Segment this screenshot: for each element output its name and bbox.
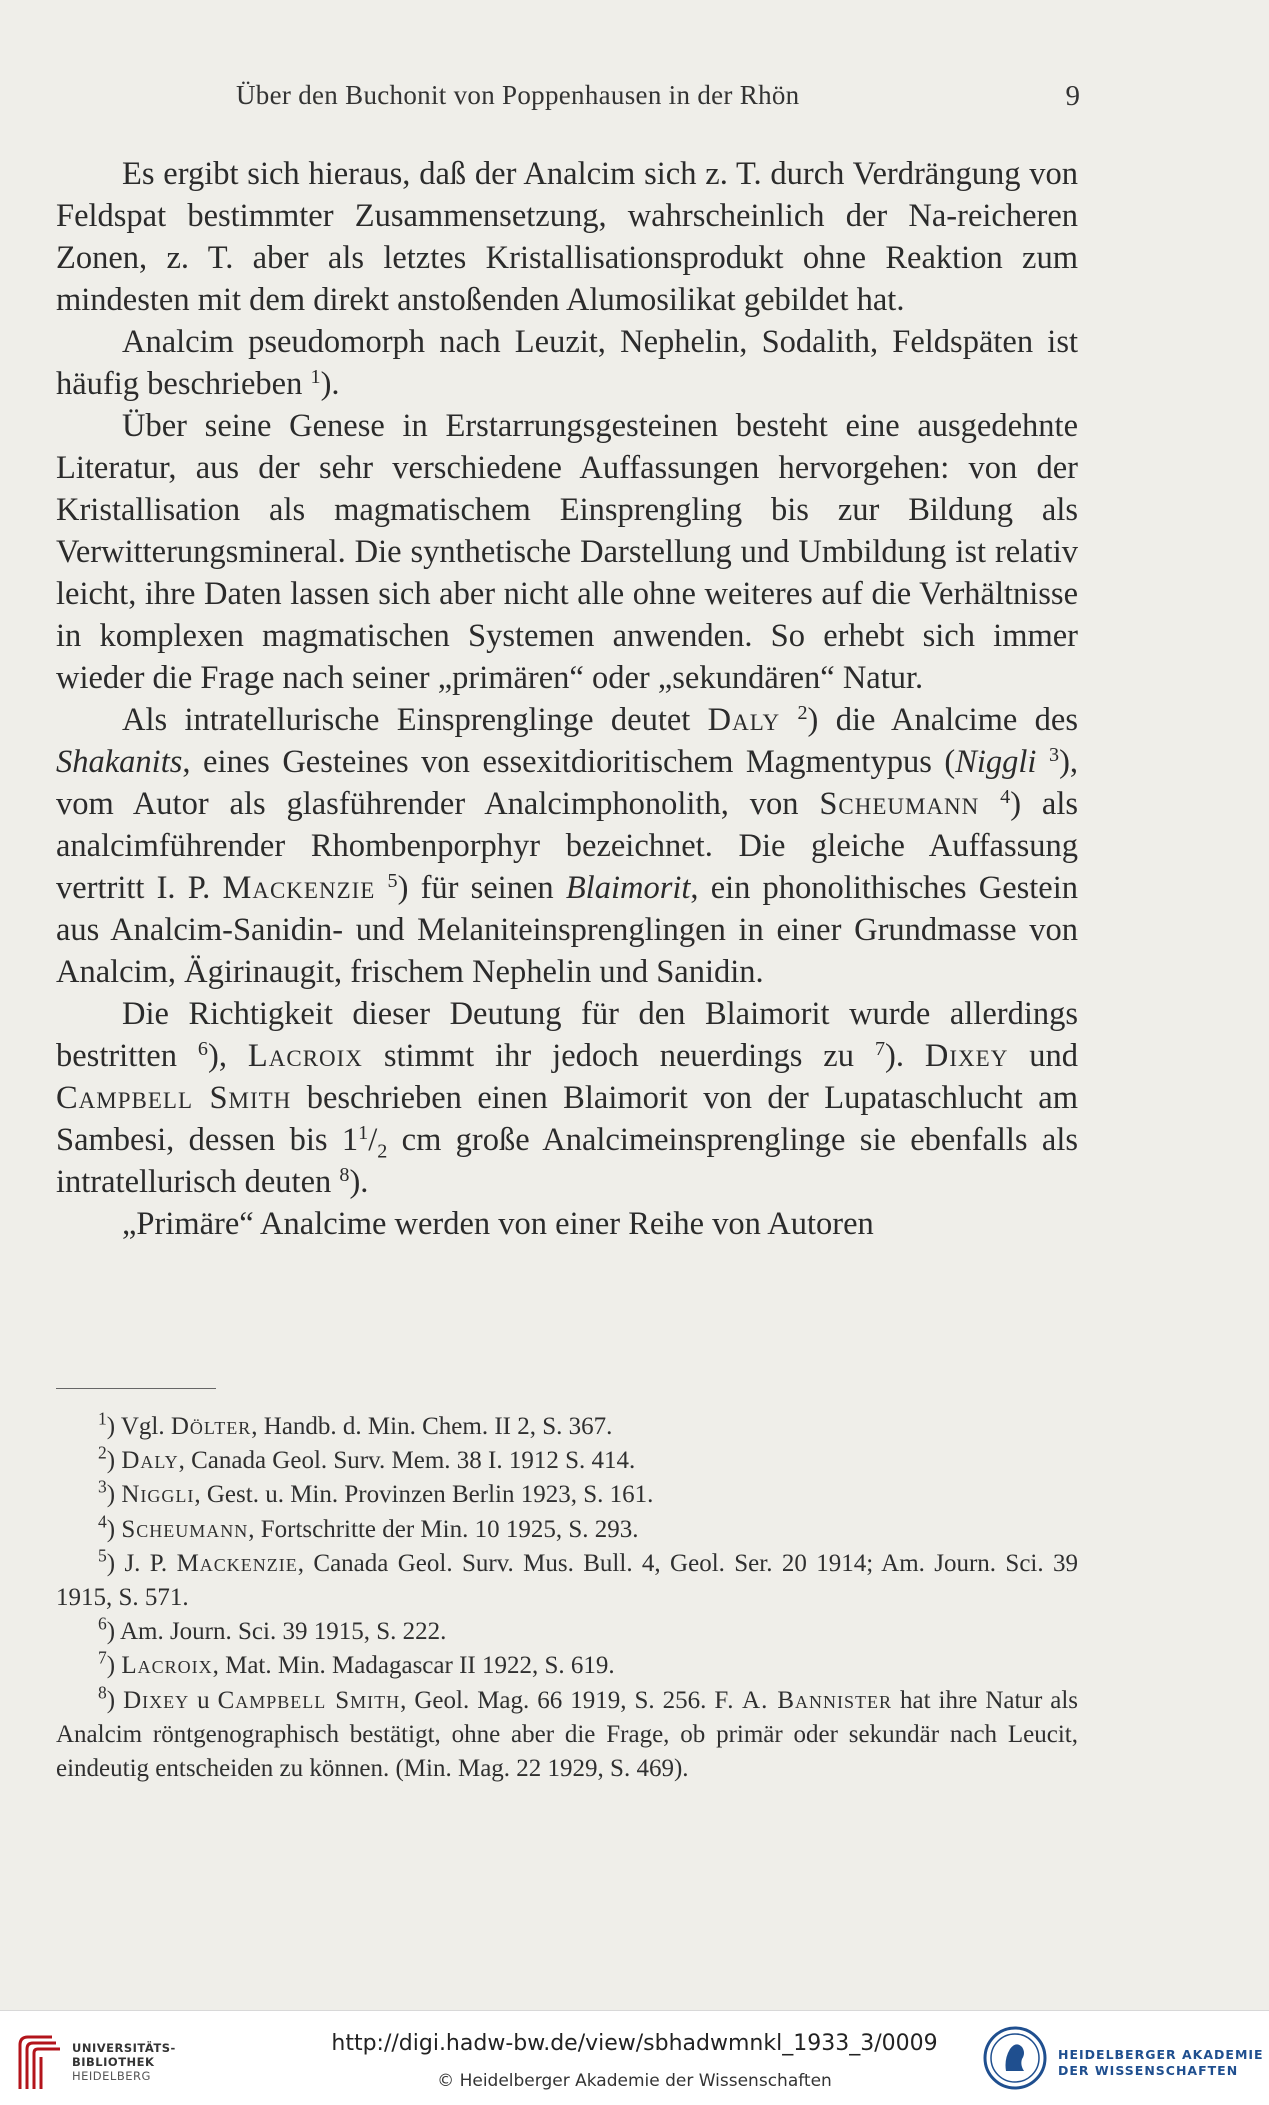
main-text [56, 153, 1078, 1245]
page-number: 9 [1065, 80, 1080, 112]
footnote-5: $^5$) J. P. Mackenzie, Canada Geol. Surv. Mus. Bull. 4, Geol. Ser. 20 1914; Am. Journ. Sci. 39 1915, S. 571. [56, 1545, 1078, 1612]
footnote-1: $^1$) Vgl. Dölter, Handb. d. Min. Chem. II 2, S. 367. [98, 1408, 613, 1440]
viewer-footer [0, 2010, 1269, 2105]
footnotes [56, 1410, 1078, 1786]
footnote-8: $^8$) Dixey u Campbell Smith, Geol. Mag. 66 1919, S. 256. F. A. Bannister hat ihre Natur als Analcim röntgenographisch bestätigt, ohne aber die Frage, ob primär oder sekundär nach Leucit, eindeutig entscheiden zu können. (Min. Mag. 22 1929, S. 469). [56, 1682, 1079, 1783]
paragraph-1: Es ergibt sich hieraus, daß der Analcim sich z. T. durch Verdrängung von Feldspat bestimmter Zusammensetzung, wahrscheinlich der Na-reicheren Zonen, z. T. aber als letztes Kristallisationsprodukt ohne Reaktion zum mindesten mit dem direkt anstoßenden Alumosilikat gebildet hat. [56, 156, 1078, 318]
footnote-7: $^7$) Lacroix, Mat. Min. Madagascar II 1922, S. 619. [98, 1647, 615, 1680]
footnote-4: $^4$) Scheumann, Fortschritte der Min. 10 1925, S. 293. [98, 1510, 639, 1543]
paragraph-5: Die Richtigkeit dieser Deutung für den Blaimorit wurde allerdings bestritten $^6$), Lacroix stimmt ihr jedoch neuerdings zu $^7$). Dixey und Campbell Smith beschrieben einen Blaimorit von der Lupataschlucht am Sambesi, dessen bis $1^1/_2$ cm große Analcimeinsprenglinge sie ebenfalls als intratellurisch deuten $^8$). [56, 996, 1079, 1200]
ub-heidelberg-name: UNIVERSITÄTS- BIBLIOTHEK HEIDELBERG [72, 2041, 176, 2083]
footnote-2: $^2$) Daly, Canada Geol. Surv. Mem. 38 I. 1912 S. 414. [98, 1442, 636, 1475]
copyright-notice: © Heidelberger Akademie der Wissenschaften [437, 2071, 832, 2091]
footnote-6: $^6$) Am. Journ. Sci. 39 1915, S. 222. [98, 1613, 447, 1646]
paragraph-2: Analcim pseudomorph nach Leuzit, Nephelin, Sodalith, Feldspäten ist häufig beschrieben $^1$). [56, 324, 1078, 402]
paragraph-3: Über seine Genese in Erstarrungsgesteinen besteht eine ausgedehnte Literatur, aus der sehr verschiedene Auffassungen hervorgehen: von der Kristallisation als magmatischem Einsprengling bis zur Bildung als Verwitterungsmineral. Die synthetische Darstellung und Umbildung ist relativ leicht, ihre Daten lassen sich aber nicht alle ohne weiteres auf die Verhältnisse in komplexen magmatischen Systemen anwenden. So erhebt sich immer wieder die Frage nach seiner „primären“ oder „sekundären“ Natur. [56, 408, 1078, 696]
footnote-3: $^3$) Niggli, Gest. u. Min. Provinzen Berlin 1923, S. 161. [98, 1476, 654, 1509]
hadw-name: HEIDELBERGER AKADEMIE DER WISSENSCHAFTEN [1058, 2047, 1264, 2078]
paragraph-6: „Primäre“ Analcime werden von einer Reihe von Autoren [122, 1206, 874, 1242]
footnote-divider [56, 1388, 216, 1389]
permalink-url[interactable]: http://digi.hadw-bw.de/view/sbhadwmnkl_1933_3/0009 [331, 2031, 938, 2056]
hadw-seal-icon[interactable] [982, 2025, 1048, 2095]
running-title: Über den Buchonit von Poppenhausen in der Rhön [236, 80, 800, 110]
paragraph-4: Als intratellurische Einsprenglinge deutet Daly $^2$) die Analcime des Shakanits, eines Gesteines von essexitdioritischem Magmentypus (Niggli $^3$), vom Autor als glasführender Analcimphonolith, von Scheumann $^4$) als analcimführender Rhombenporphyr bezeichnet. Die gleiche Auffassung vertritt I. P. Mackenzie $^5$) für seinen Blaimorit, ein phonolithisches Gestein aus Analcim-Sanidin- und Melaniteinsprenglingen in einer Grundmasse von Analcim, Ägirinaugit, frischem Nephelin und Sanidin. [56, 701, 1079, 990]
